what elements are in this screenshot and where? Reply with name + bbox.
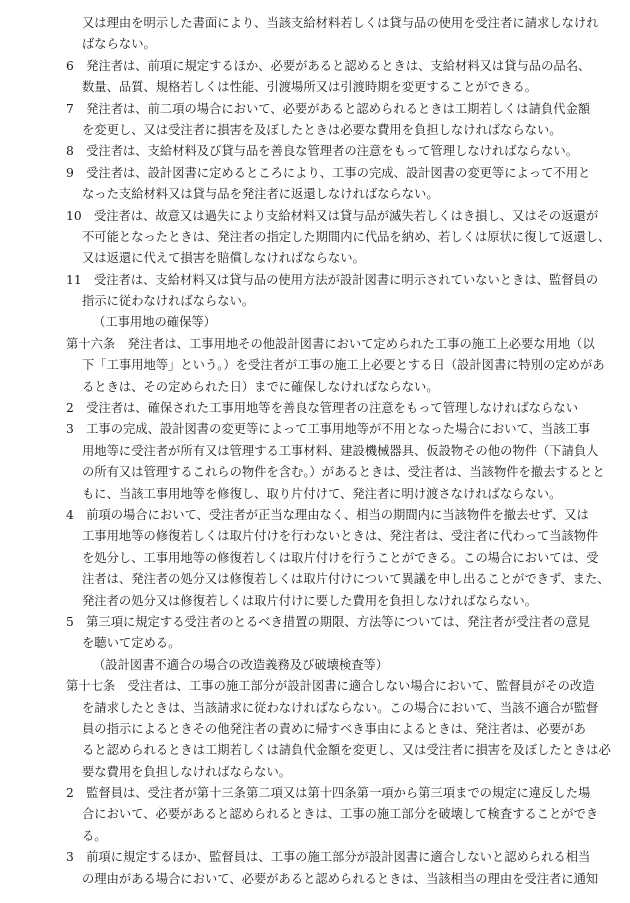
text-line: の理由がある場合において、必要があると認められるときは、当該相当の理由を受注者に通知	[82, 871, 599, 886]
text-line: ると認められるときは工期若しくは請負代金額を変更し、又は受注者に損害を及ぼしたときは必	[82, 743, 611, 758]
article-17: 第十七条 受注者は、工事の施工部分が設計図書に適合しない場合において、監督員がその改造	[66, 679, 595, 694]
clause-8: 8 受注者は、支給材料及び貸与品を善良な管理者の注意をもって管理しなければならない。	[66, 144, 578, 159]
text-line: 数量、品質、規格若しくは性能、引渡場所又は引渡時期を変更することができる。	[82, 80, 537, 95]
text-line: ばならない。	[82, 37, 156, 52]
clause-11: 11 受注者は、支給材料又は貸与品の使用方法が設計図書に明示されていないときは、監督員の	[66, 272, 599, 287]
section-heading: （工事用地の確保等）	[93, 315, 216, 330]
text-line: 下「工事用地等」という。）を受注者が工事の施工上必要とする日（設計図書に特別の定めがあ	[82, 358, 605, 373]
clause-9: 9 受注者は、設計図書に定めるところにより、工事の完成、設計図書の変更等によって不用と	[66, 165, 591, 180]
text-line: 不可能となったときは、発注者の指定した期間内に代品を納め、若しくは原状に復して返還し、	[82, 229, 611, 244]
text-line: 用地等に受注者が所有又は管理する工事材料、建設機械器具、仮設物その他の物件（下請負人	[82, 443, 599, 458]
clause-7: 7 発注者は、前二項の場合において、必要があると認められるときは工期若しくは請負代金額	[66, 101, 591, 116]
text-line: 工事用地等の修復若しくは取片付けを行わないときは、発注者は、受注者に代わって当該物件	[82, 529, 599, 544]
clause-2: 2 監督員は、受注者が第十三条第二項又は第十四条第一項から第三項までの規定に違反した場	[66, 786, 591, 801]
clause-2: 2 受注者は、確保された工事用地等を善良な管理者の注意をもって管理しなければならない	[66, 401, 578, 416]
article-16: 第十六条 発注者は、工事用地その他設計図書において定められた工事の施工上必要な用地（以	[66, 336, 595, 351]
text-line: 発注者の処分又は修復若しくは取片付けに要した費用を負担しなければならない。	[82, 593, 537, 608]
text-line: るときは、その定められた日）までに確保しなければならない。	[82, 379, 439, 394]
text-line: を変更し、又は受注者に損害を及ぼしたときは必要な費用を負担しなければならない。	[82, 122, 562, 137]
text-line: 注者は、発注者の処分又は修復若しくは取片付けについて異議を申し出ることができず、また、	[82, 572, 610, 587]
text-line: を請求したときは、当該請求に従わなければならない。この場合において、当該不適合が監督	[82, 700, 599, 715]
text-line: 員の指示によるときその他発注者の責めに帰すべき事由によるときは、発注者は、必要があ	[82, 721, 586, 736]
text-line: を処分し、工事用地等の修復若しくは取片付けを行うことができる。この場合においては、受	[82, 550, 599, 565]
text-line: 合において、必要があると認められるときは、工事の施工部分を破壊して検査することができ	[82, 807, 599, 822]
section-heading: （設計図書不適合の場合の改造義務及び破壊検査等）	[93, 657, 389, 672]
text-line: 指示に従わなければならない。	[82, 294, 255, 309]
clause-3: 3 工事の完成、設計図書の変更等によって工事用地等が不用となった場合において、当該工事	[66, 422, 591, 437]
clause-3: 3 前項に規定するほか、監督員は、工事の施工部分が設計図書に適合しないと認められる相当	[66, 850, 591, 865]
clause-5: 5 第三項に規定する受注者のとるべき措置の期限、方法等については、発注者が受注者の意見	[66, 614, 591, 629]
clause-6: 6 発注者は、前項に規定するほか、必要があると認めるときは、支給材料又は貸与品の品名、	[66, 58, 591, 73]
text-line: を聴いて定める。	[82, 636, 181, 651]
clause-10: 10 受注者は、故意又は過失により支給材料又は貸与品が滅失若しくはき損し、又はその返還が	[66, 208, 599, 223]
text-line: の所有又は管理するこれらの物件を含む。）があるときは、受注者は、当該物件を撤去するとと	[82, 465, 605, 480]
text-line: 要な費用を負担しなければならない。	[82, 764, 292, 779]
text-line: もに、当該工事用地等を修復し、取り片付けて、発注者に明け渡さなければならない。	[82, 486, 562, 501]
clause-4: 4 前項の場合において、受注者が正当な理由なく、相当の期間内に当該物件を撤去せず、又は	[66, 507, 589, 522]
text-line: 又は理由を明示した書面により、当該支給材料若しくは貸与品の使用を受注者に請求しなけれ	[82, 16, 599, 30]
text-line: る。	[82, 828, 107, 843]
text-line: 又は返還に代えて損害を賠償しなければならない。	[82, 251, 365, 266]
text-line: なった支給材料又は貸与品を発注者に返還しなければならない。	[82, 187, 439, 202]
